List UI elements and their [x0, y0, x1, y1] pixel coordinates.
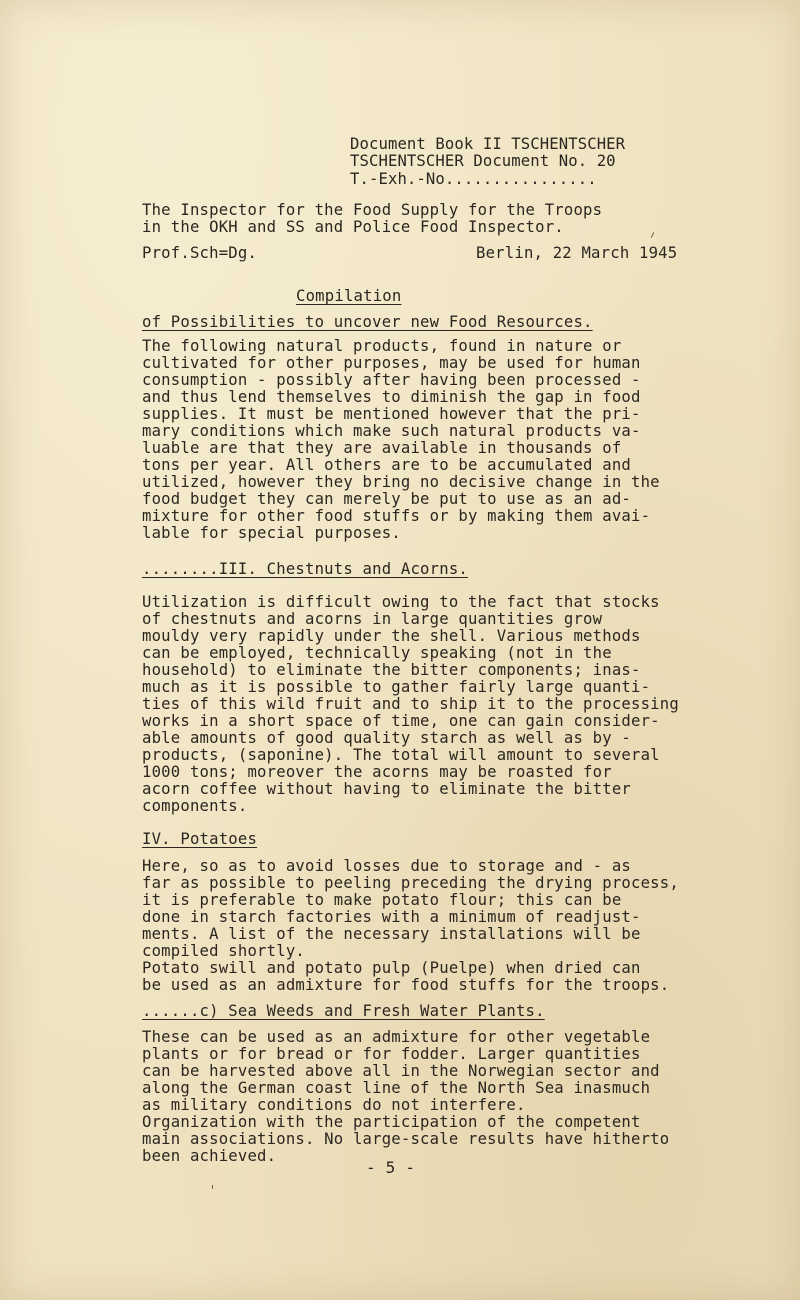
section-line: products, (saponine). The total will amount to several	[142, 746, 660, 764]
intro-line: food budget they can merely be put to use as an ad-	[142, 490, 631, 508]
section-heading-sea-weeds: ......c) Sea Weeds and Fresh Water Plants.	[142, 1002, 545, 1020]
intro-line: tons per year. All others are to be accumulated and	[142, 456, 631, 474]
section-line: as military conditions do not interfere.	[142, 1096, 526, 1114]
title-compilation: Compilation	[296, 287, 402, 305]
section-line: far as possible to peeling preceding the drying process,	[142, 874, 679, 892]
section-heading-potatoes: IV. Potatoes	[142, 830, 258, 848]
section-line: mouldy very rapidly under the shell. Various methods	[142, 627, 641, 645]
section-line: Here, so as to avoid losses due to storage and - as	[142, 857, 631, 875]
section-line: it is preferable to make potato flour; this can be	[142, 891, 622, 909]
sender-line-1: The Inspector for the Food Supply for the Troops	[142, 201, 603, 219]
section-line: can be harvested above all in the Norwegian sector and	[142, 1062, 660, 1080]
section-line: compiled shortly.	[142, 942, 305, 960]
intro-line: mixture for other food stuffs or by making them avai-	[142, 507, 651, 525]
section-line: works in a short space of time, one can gain consider-	[142, 712, 660, 730]
header-exhibit-number: T.-Exh.-No................	[350, 170, 597, 188]
section-line: been achieved.	[142, 1147, 277, 1165]
section-line: 1000 tons; moreover the acorns may be roasted for	[142, 763, 612, 781]
section-line: main associations. No large-scale results have hitherto	[142, 1130, 670, 1148]
section-line: be used as an admixture for food stuffs for the troops.	[142, 976, 670, 994]
sender-line-2: in the OKH and SS and Police Food Inspector.	[142, 218, 564, 236]
intro-line: utilized, however they bring no decisive change in the	[142, 473, 660, 491]
section-line: ments. A list of the necessary installations will be	[142, 925, 641, 943]
section-line: household) to eliminate the bitter components; inas-	[142, 661, 641, 679]
intro-line: supplies. It must be mentioned however that the pri-	[142, 405, 641, 423]
intro-line: and thus lend themselves to diminish the gap in food	[142, 388, 641, 406]
section-line: along the German coast line of the North Sea inasmuch	[142, 1079, 651, 1097]
intro-line: lable for special purposes.	[142, 524, 401, 542]
section-line: These can be used as an admixture for other vegetable	[142, 1028, 651, 1046]
intro-line: luable are that they are available in thousands of	[142, 439, 622, 457]
section-line: of chestnuts and acorns in large quantities grow	[142, 610, 603, 628]
intro-line: consumption - possibly after having been processed -	[142, 371, 641, 389]
intro-line: mary conditions which make such natural products va-	[142, 422, 641, 440]
title-subject: of Possibilities to uncover new Food Resources.	[142, 313, 593, 331]
intro-line: cultivated for other purposes, may be used for human	[142, 354, 641, 372]
place-and-date: Berlin, 22 March 1945	[476, 244, 678, 262]
section-line: much as it is possible to gather fairly large quanti-	[142, 678, 651, 696]
section-line: Utilization is difficult owing to the fact that stocks	[142, 593, 660, 611]
section-line: done in starch factories with a minimum of readjust-	[142, 908, 641, 926]
section-line: ties of this wild fruit and to ship it to the processing	[142, 695, 679, 713]
section-line: components.	[142, 797, 248, 815]
intro-line: The following natural products, found in nature or	[142, 337, 622, 355]
section-line: Potato swill and potato pulp (Puelpe) when dried can	[142, 959, 641, 977]
section-line: plants or for bread or for fodder. Larger quantities	[142, 1045, 641, 1063]
section-line: Organization with the participation of the competent	[142, 1113, 641, 1131]
reference-initials: Prof.Sch=Dg.	[142, 244, 258, 262]
section-line: can be employed, technically speaking (not in the	[142, 644, 612, 662]
section-heading-chestnuts-acorns: ........III. Chestnuts and Acorns.	[142, 560, 468, 578]
section-line: acorn coffee without having to eliminate the bitter	[142, 780, 631, 798]
header-document-number: TSCHENTSCHER Document No. 20	[350, 152, 616, 170]
page-number: - 5 -	[366, 1158, 416, 1177]
stray-mark	[212, 1185, 213, 1189]
section-line: able amounts of good quality starch as well as by -	[142, 729, 631, 747]
stray-mark	[651, 232, 654, 238]
header-document-book: Document Book II TSCHENTSCHER	[350, 135, 626, 153]
